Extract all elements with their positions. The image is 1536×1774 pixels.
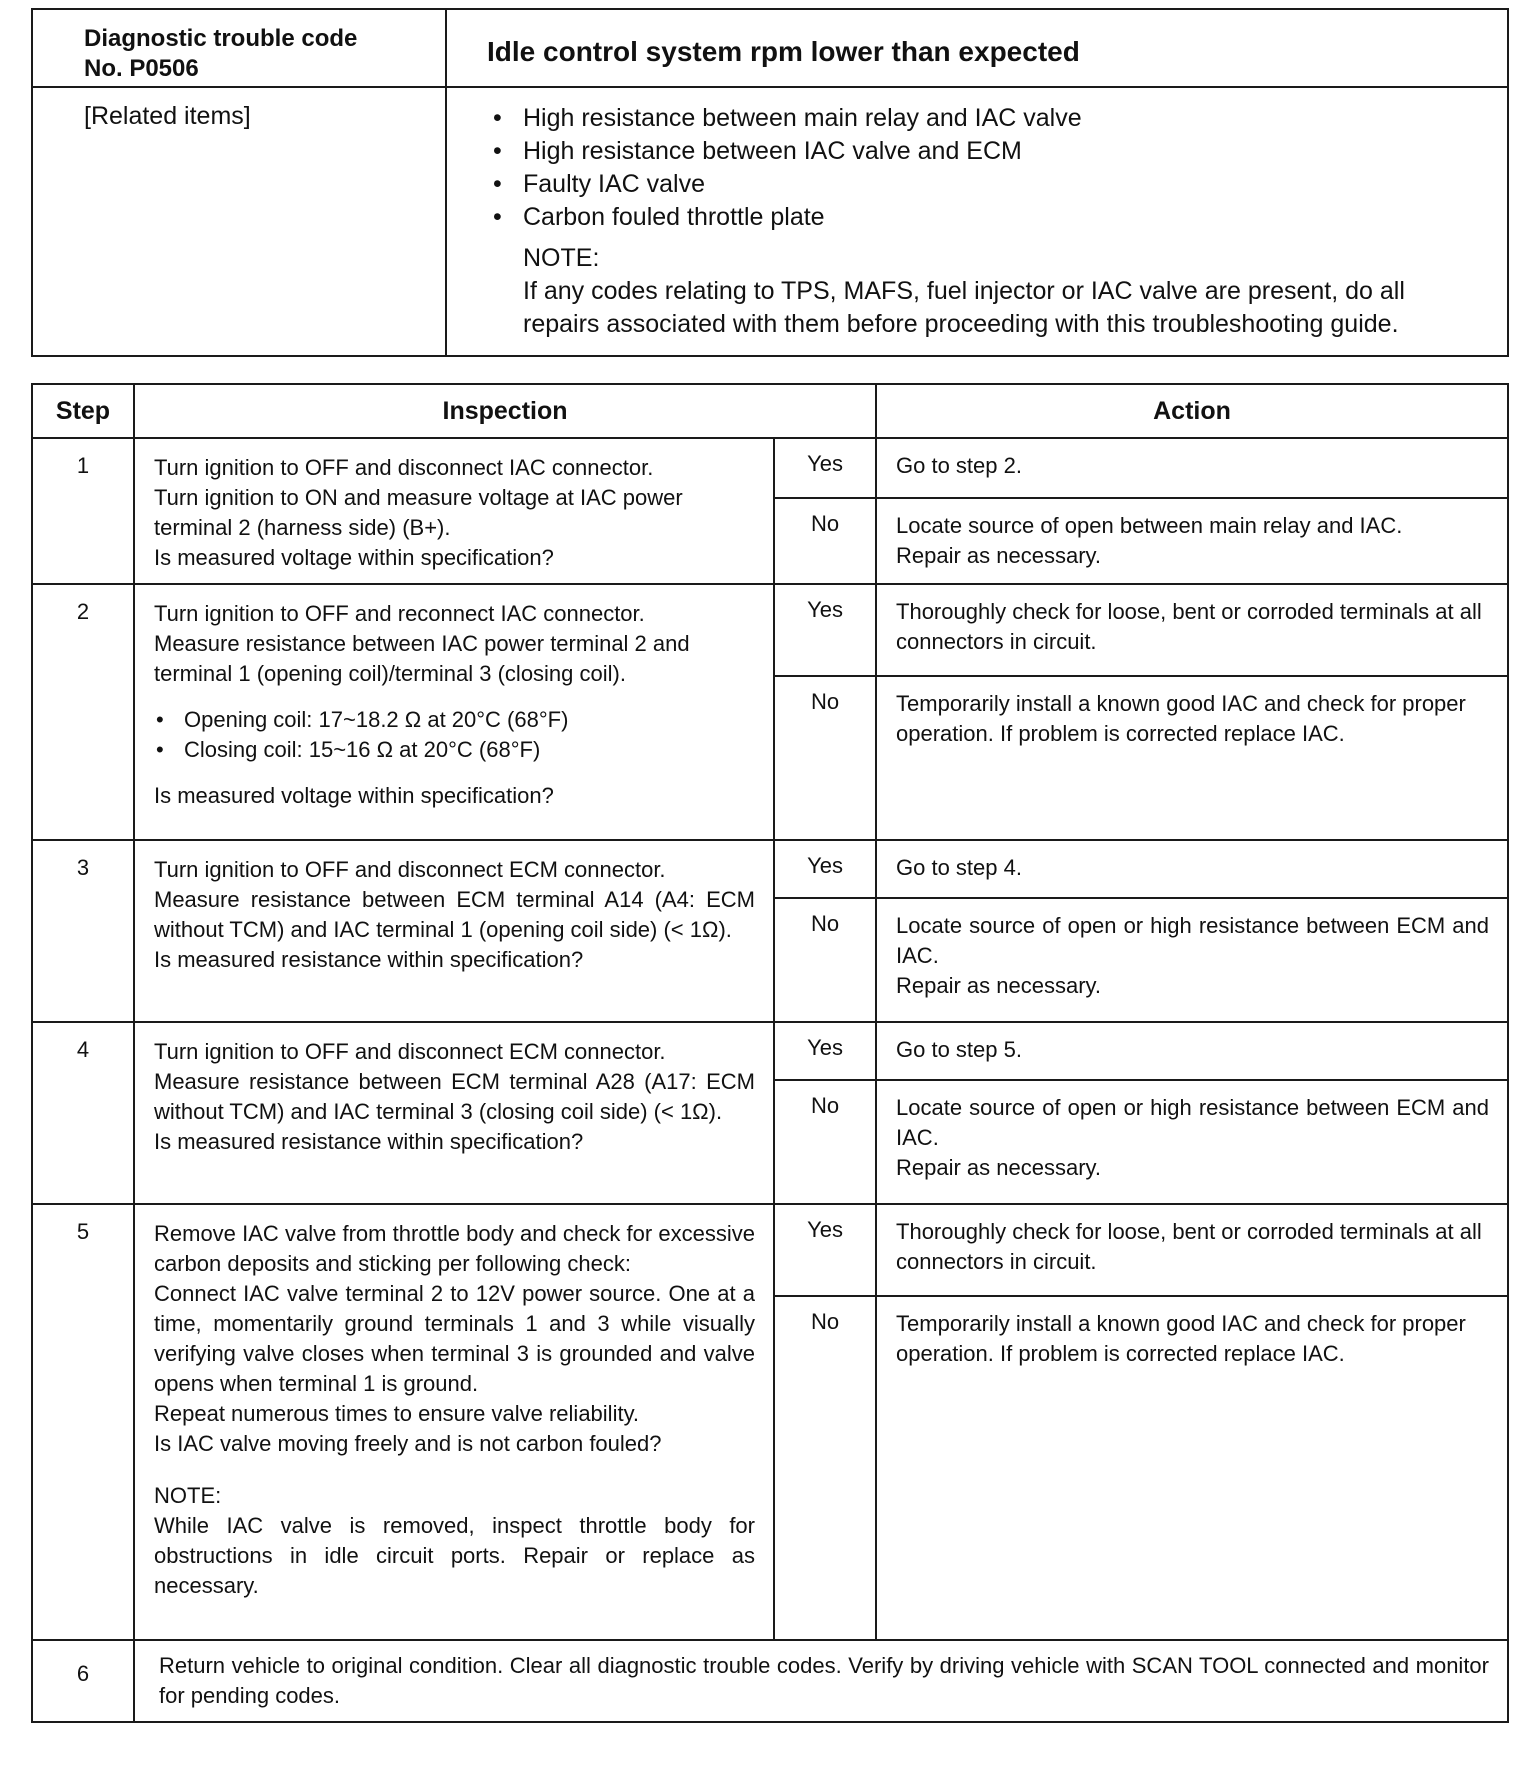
spec-item: • Opening coil: 17~18.2 Ω at 20°C (68°F) bbox=[154, 705, 755, 735]
inspection-line: Measure resistance between IAC power terminal 2 and terminal 1 (opening coil)/terminal 3 (closing coil). bbox=[154, 631, 690, 686]
related-item: • Faulty IAC valve bbox=[487, 168, 1487, 201]
related-items-label: [Related items] bbox=[32, 87, 446, 356]
col-header-inspection: Inspection bbox=[134, 384, 876, 438]
troubleshooting-steps-table bbox=[31, 383, 1509, 1723]
table-row bbox=[32, 840, 1508, 898]
related-items-cell bbox=[446, 87, 1508, 356]
no-label: No bbox=[774, 676, 876, 840]
yes-label: Yes bbox=[774, 438, 876, 498]
inspection-question: Is measured resistance within specification? bbox=[154, 947, 584, 972]
inspection-line: Turn ignition to OFF and disconnect ECM connector. bbox=[154, 1039, 666, 1064]
action-line: Thoroughly check for loose, bent or corroded terminals at all connectors in circuit. bbox=[896, 599, 1482, 654]
table-row bbox=[32, 438, 1508, 498]
table-header-row bbox=[32, 384, 1508, 438]
dtc-code-number: No. P0506 bbox=[84, 55, 199, 82]
inspection-question: Is measured resistance within specification? bbox=[154, 1129, 584, 1154]
no-action bbox=[876, 1296, 1508, 1640]
dtc-header-table bbox=[31, 8, 1509, 357]
no-action bbox=[876, 498, 1508, 584]
inspection-question: Is measured voltage within specification? bbox=[154, 545, 554, 570]
inspection-line: Repeat numerous times to ensure valve reliability. bbox=[154, 1401, 640, 1426]
related-item: • High resistance between main relay and IAC valve bbox=[487, 102, 1487, 135]
action-line: Repair as necessary. bbox=[896, 1155, 1102, 1180]
yes-action bbox=[876, 438, 1508, 498]
yes-label: Yes bbox=[774, 1204, 876, 1296]
inspection-line: Turn ignition to OFF and reconnect IAC connector. bbox=[154, 601, 645, 626]
step-number: 3 bbox=[32, 840, 134, 1022]
table-row bbox=[32, 1204, 1508, 1296]
note-text: While IAC valve is removed, inspect throttle body for obstructions in idle circuit ports. Repair or replace as necessary. bbox=[154, 1513, 755, 1598]
header-note bbox=[487, 242, 1487, 341]
note-label: NOTE: bbox=[154, 1483, 222, 1508]
note-text-line: If any codes relating to TPS, MAFS, fuel injector or IAC valve are present, do all bbox=[523, 277, 1405, 305]
yes-label: Yes bbox=[774, 1022, 876, 1080]
note-text-line: repairs associated with them before proceeding with this troubleshooting guide. bbox=[523, 310, 1399, 338]
yes-action bbox=[876, 840, 1508, 898]
step-final-text: Return vehicle to original condition. Clear all diagnostic trouble codes. Verify by driving vehicle with SCAN TOOL connected and monitor for pending codes. bbox=[134, 1640, 1508, 1722]
no-label: No bbox=[774, 1296, 876, 1640]
no-label: No bbox=[774, 898, 876, 1022]
step-number: 6 bbox=[32, 1640, 134, 1722]
yes-action bbox=[876, 1022, 1508, 1080]
inspection-question: Is IAC valve moving freely and is not carbon fouled? bbox=[154, 1431, 662, 1456]
table-row bbox=[32, 1022, 1508, 1080]
table-row bbox=[32, 1640, 1508, 1722]
yes-label: Yes bbox=[774, 840, 876, 898]
inspection-question: Is measured voltage within specification? bbox=[154, 783, 554, 808]
action-line: Locate source of open or high resistance between ECM and IAC. bbox=[896, 1095, 1489, 1150]
note-label: NOTE: bbox=[523, 244, 600, 272]
spec-list bbox=[154, 705, 755, 765]
yes-label: Yes bbox=[774, 584, 876, 676]
dtc-code-cell bbox=[32, 9, 446, 87]
step-inspection bbox=[134, 1204, 774, 1640]
step-inspection bbox=[134, 840, 774, 1022]
dtc-title: Idle control system rpm lower than expected bbox=[446, 9, 1508, 87]
action-line: Go to step 5. bbox=[896, 1037, 1022, 1062]
col-header-action: Action bbox=[876, 384, 1508, 438]
action-line: Temporarily install a known good IAC and check for proper operation. If problem is corrected replace IAC. bbox=[896, 1311, 1466, 1366]
no-label: No bbox=[774, 1080, 876, 1204]
yes-action bbox=[876, 1204, 1508, 1296]
related-item: • Carbon fouled throttle plate bbox=[487, 201, 1487, 234]
step-inspection bbox=[134, 584, 774, 840]
related-items-list bbox=[487, 102, 1487, 234]
step-inspection bbox=[134, 1022, 774, 1204]
related-item: • High resistance between IAC valve and ECM bbox=[487, 135, 1487, 168]
step-inspection bbox=[134, 438, 774, 584]
table-row bbox=[32, 584, 1508, 676]
step-number: 2 bbox=[32, 584, 134, 840]
inspection-line: Measure resistance between ECM terminal A14 (A4: ECM without TCM) and IAC terminal 1 (opening coil side) (< 1Ω). bbox=[154, 887, 755, 942]
inspection-line: Turn ignition to OFF and disconnect ECM connector. bbox=[154, 857, 666, 882]
step-number: 1 bbox=[32, 438, 134, 584]
action-line: Repair as necessary. bbox=[896, 973, 1102, 998]
inspection-line: Connect IAC valve terminal 2 to 12V power source. One at a time, momentarily ground terminals 1 and 3 while visually verifying valve closes when terminal 3 is grounded and valve opens when terminal 1 is ground. bbox=[154, 1281, 755, 1396]
action-line: Go to step 4. bbox=[896, 855, 1022, 880]
col-header-step: Step bbox=[32, 384, 134, 438]
step-number: 4 bbox=[32, 1022, 134, 1204]
action-line: Repair as necessary. bbox=[896, 542, 1102, 568]
action-line: Temporarily install a known good IAC and check for proper operation. If problem is corrected replace IAC. bbox=[896, 691, 1466, 746]
spec-item: • Closing coil: 15~16 Ω at 20°C (68°F) bbox=[154, 735, 755, 765]
inspection-line: Remove IAC valve from throttle body and check for excessive carbon deposits and sticking per following check: bbox=[154, 1221, 755, 1276]
no-action bbox=[876, 676, 1508, 840]
action-line: Thoroughly check for loose, bent or corroded terminals at all connectors in circuit. bbox=[896, 1219, 1482, 1274]
dtc-code-label: Diagnostic trouble code bbox=[84, 25, 358, 52]
step-number: 5 bbox=[32, 1204, 134, 1640]
no-action bbox=[876, 1080, 1508, 1204]
inspection-line: Measure resistance between ECM terminal A28 (A17: ECM without TCM) and IAC terminal 3 (closing coil side) (< 1Ω). bbox=[154, 1069, 755, 1124]
no-label: No bbox=[774, 498, 876, 584]
action-line: Go to step 2. bbox=[896, 453, 1022, 478]
no-action bbox=[876, 898, 1508, 1022]
action-line: Locate source of open between main relay and IAC. bbox=[896, 512, 1403, 538]
inspection-line: Turn ignition to OFF and disconnect IAC connector. bbox=[154, 455, 654, 480]
yes-action bbox=[876, 584, 1508, 676]
action-line: Locate source of open or high resistance between ECM and IAC. bbox=[896, 913, 1489, 968]
inspection-line: Turn ignition to ON and measure voltage at IAC power terminal 2 (harness side) (B+). bbox=[154, 485, 683, 540]
